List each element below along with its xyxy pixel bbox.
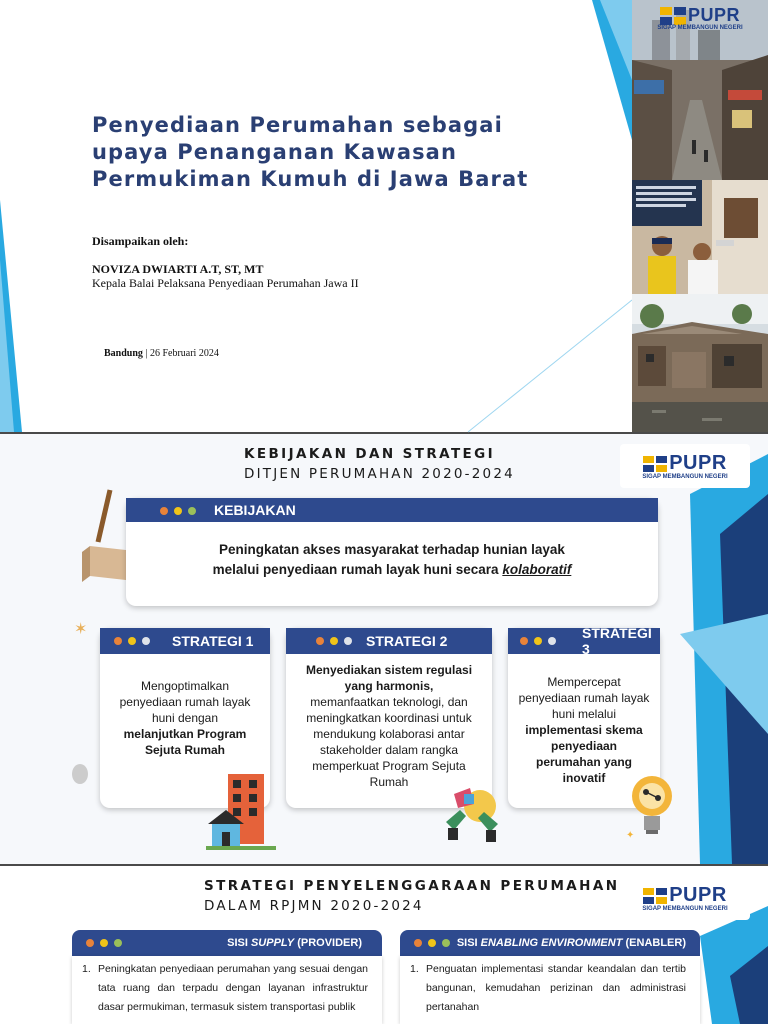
strategy-1-bold: melanjutkan Program Sejuta Rumah	[123, 727, 247, 757]
supply-header	[72, 930, 382, 956]
policy-line-2: melalui penyediaan rumah layak huni secara	[212, 562, 499, 577]
separator: |	[142, 348, 150, 359]
pupr-emblem-icon	[643, 456, 667, 472]
enabling-panel	[400, 956, 700, 1024]
supply-item-text: Peningkatan penyediaan perumahan yang sesuai dengan tata ruang dan terpadu dengan layanan infrastruktur dasar permukiman, termasuk sistem transportasi publik	[98, 963, 368, 1013]
slide-title: KEBIJAKAN DAN STRATEGI	[244, 446, 496, 462]
pupr-logo	[632, 0, 768, 40]
presented-by-label: Disampaikan oleh:	[92, 234, 189, 248]
slide-subtitle: DITJEN PERUMAHAN 2020-2024	[244, 466, 515, 482]
pupr-emblem-icon	[643, 888, 667, 904]
policy-label: KEBIJAKAN	[214, 502, 296, 518]
strategy-3-label: STRATEGI 3	[582, 625, 652, 657]
supply-item-number: 1.	[82, 963, 91, 975]
policy-header	[126, 498, 658, 522]
strategy-3-text: Mempercepat penyediaan rumah layak huni melalui	[518, 675, 650, 721]
dot-orange	[160, 507, 168, 515]
presentation-title	[92, 112, 542, 193]
pupr-logo	[620, 876, 750, 920]
strategy-3-bold: implementasi skema penyediaan perumahan yang inovatif	[525, 723, 643, 785]
strategy-1-text: Mengoptimalkan penyediaan rumah layak huni dengan	[119, 679, 251, 725]
pupr-tagline: SIGAP MEMBANGUN NEGERI	[642, 906, 728, 912]
collaboration-hands-icon	[444, 784, 500, 844]
strategy-2-text: memanfaatkan teknologi, dan meningkatkan koordinasi untuk mendukung kolaborasi antar stakeholder dalam rangka memperkuat Program Sejuta Rumah	[306, 695, 472, 789]
city-label: Bandung	[104, 348, 143, 359]
policy-text	[126, 522, 658, 580]
strategy-2-card	[286, 628, 492, 808]
presenter-role: Kepala Balai Pelaksana Penyediaan Perumahan Jawa II	[92, 276, 359, 290]
policy-card	[126, 498, 658, 606]
pupr-tagline: SIGAP MEMBANGUN NEGERI	[657, 25, 743, 31]
policy-strategy-slide	[0, 434, 768, 864]
building-house-icon	[206, 774, 276, 854]
strategy-2-bold: Menyediakan sistem regulasi yang harmonis,	[305, 663, 473, 693]
strategy-1-label: STRATEGI 1	[172, 633, 254, 649]
enabling-title: SISI ENABLING ENVIRONMENT (ENABLER)	[456, 937, 686, 949]
pupr-logo-text: PUPR	[687, 5, 740, 25]
policy-line-1: Peningkatan akses masyarakat terhadap hunian layak	[219, 542, 565, 557]
pupr-logo-text: PUPR	[669, 884, 727, 906]
enabling-header	[400, 930, 700, 956]
title-slide	[0, 0, 768, 432]
supply-title: SISI SUPPLY (PROVIDER)	[227, 937, 362, 949]
pupr-emblem-icon	[660, 7, 686, 25]
enabling-item-number: 1.	[410, 963, 419, 975]
dot-yellow	[174, 507, 182, 515]
policy-emphasis: kolaboratif	[502, 562, 572, 577]
svg-text:✶: ✶	[74, 621, 88, 638]
pupr-logo	[620, 444, 750, 488]
place-date	[104, 348, 219, 359]
strategy-2-label: STRATEGI 2	[366, 633, 448, 649]
enabling-item-text: Penguatan implementasi standar keandalan dan tertib bangunan, kemudahan perizinan dan administrasi pertanahan	[426, 963, 686, 1013]
riverside-slum-photo	[632, 294, 768, 432]
housing-strategy-slide	[0, 866, 768, 1024]
title-line-2: upaya Penanganan Kawasan	[92, 140, 458, 164]
slide-title: STRATEGI PENYELENGGARAAN PERUMAHAN	[204, 878, 620, 894]
title-line-3: Permukiman Kumuh di Jawa Barat	[92, 167, 529, 191]
presenter-name: NOVIZA DWIARTI A.T, ST, MT	[92, 262, 264, 276]
innovation-bulb-icon	[626, 772, 682, 842]
pupr-logo-text: PUPR	[669, 452, 727, 474]
dot-green	[188, 507, 196, 515]
photo-column	[632, 0, 768, 432]
svg-text:✦: ✦	[626, 830, 635, 841]
title-line-1: Penyediaan Perumahan sebagai	[92, 113, 503, 137]
date-label: 26 Februari 2024	[149, 348, 219, 359]
supply-panel	[72, 956, 382, 1024]
pupr-tagline: SIGAP MEMBANGUN NEGERI	[642, 474, 728, 480]
field-workers-photo	[632, 180, 768, 294]
slide-subtitle: DALAM RPJMN 2020-2024	[204, 898, 424, 914]
